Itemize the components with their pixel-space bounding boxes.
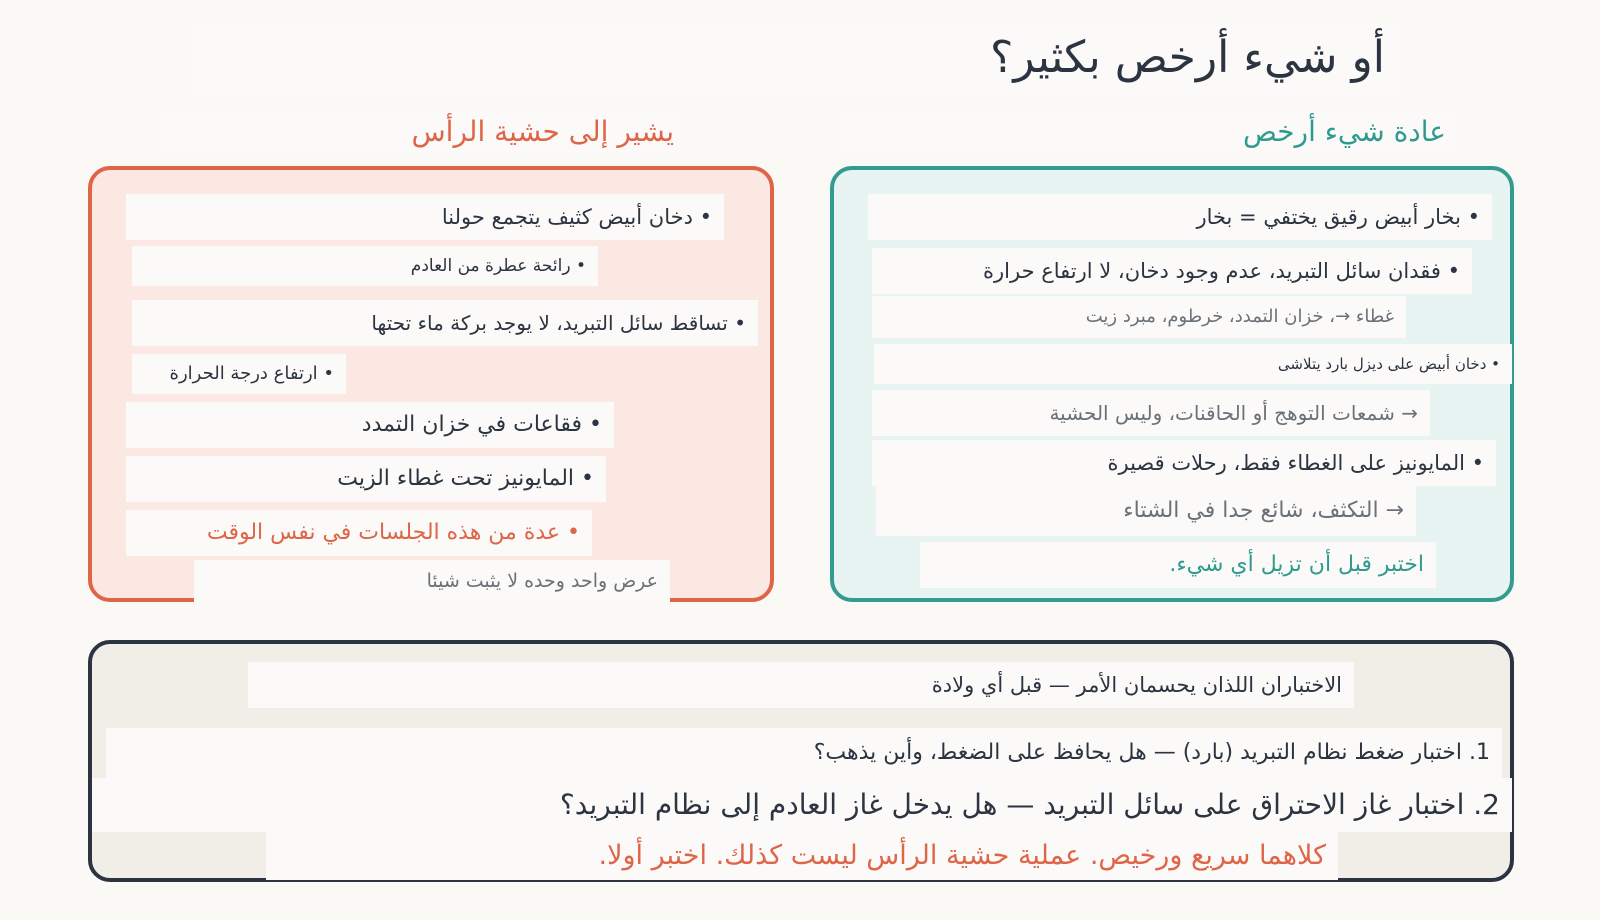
left-item-mayonnaise: • المايونيز تحت غطاء الزيت [126, 456, 606, 502]
left-item-thick-smoke: • دخان أبيض كثيف يتجمع حولنا [126, 194, 724, 240]
right-note-test-first: اختبر قبل أن تزيل أي شيء. [920, 542, 1436, 588]
right-subitem-condensation: → التكثف، شائع جدا في الشتاء [876, 486, 1416, 536]
right-item-cold-diesel-smoke: • دخان أبيض على ديزل بارد يتلاشى [874, 344, 1512, 384]
right-item-thin-steam: • بخار أبيض رقيق يختفي = بخار [868, 194, 1492, 240]
page-title: أو شيء أرخص بكثير؟ [190, 20, 1405, 96]
left-item-coolant-loss: • تساقط سائل التبريد، لا يوجد بركة ماء تحتها [132, 300, 758, 346]
test-combustion-gas: 2. اختبار غاز الاحتراق على سائل التبريد — هل يدخل غاز العادم إلى نظام التبريد؟ [92, 778, 1512, 832]
left-column-heading: يشير إلى حشية الرأس [158, 106, 686, 158]
left-item-sweet-smell: • رائحة عطرة من العادم [132, 246, 598, 286]
left-item-bubbles: • فقاعات في خزان التمدد [126, 402, 614, 448]
conclusion-test-first: كلاهما سريع ورخيص. عملية حشية الرأس ليست كذلك. اختبر أولا. [266, 832, 1338, 880]
left-item-overheating: • ارتفاع درجة الحرارة [132, 354, 346, 394]
tests-heading: الاختباران اللذان يحسمان الأمر — قبل أي ولادة [248, 662, 1354, 708]
right-subitem-cap-hose-cooler: غطاء →، خزان التمدد، خرطوم، مبرد زيت [872, 296, 1406, 338]
test-pressure: 1. اختبار ضغط نظام التبريد (بارد) — هل يحافظ على الضغط، وأين يذهب؟ [106, 728, 1502, 778]
right-subitem-glow-plugs: → شمعات التوهج أو الحاقنات، وليس الحشية [872, 390, 1430, 436]
right-item-coolant-loss: • فقدان سائل التبريد، عدم وجود دخان، لا ارتفاع حرارة [872, 248, 1472, 294]
right-column-heading: عادة شيء أرخص [838, 106, 1458, 158]
left-note-single-sign: عرض واحد وحده لا يثبت شيئا [194, 560, 670, 602]
right-item-cap-only-mayo: • المايونيز على الغطاء فقط، رحلات قصيرة [872, 440, 1496, 486]
left-item-several-signs: • عدة من هذه الجلسات في نفس الوقت [126, 510, 592, 556]
